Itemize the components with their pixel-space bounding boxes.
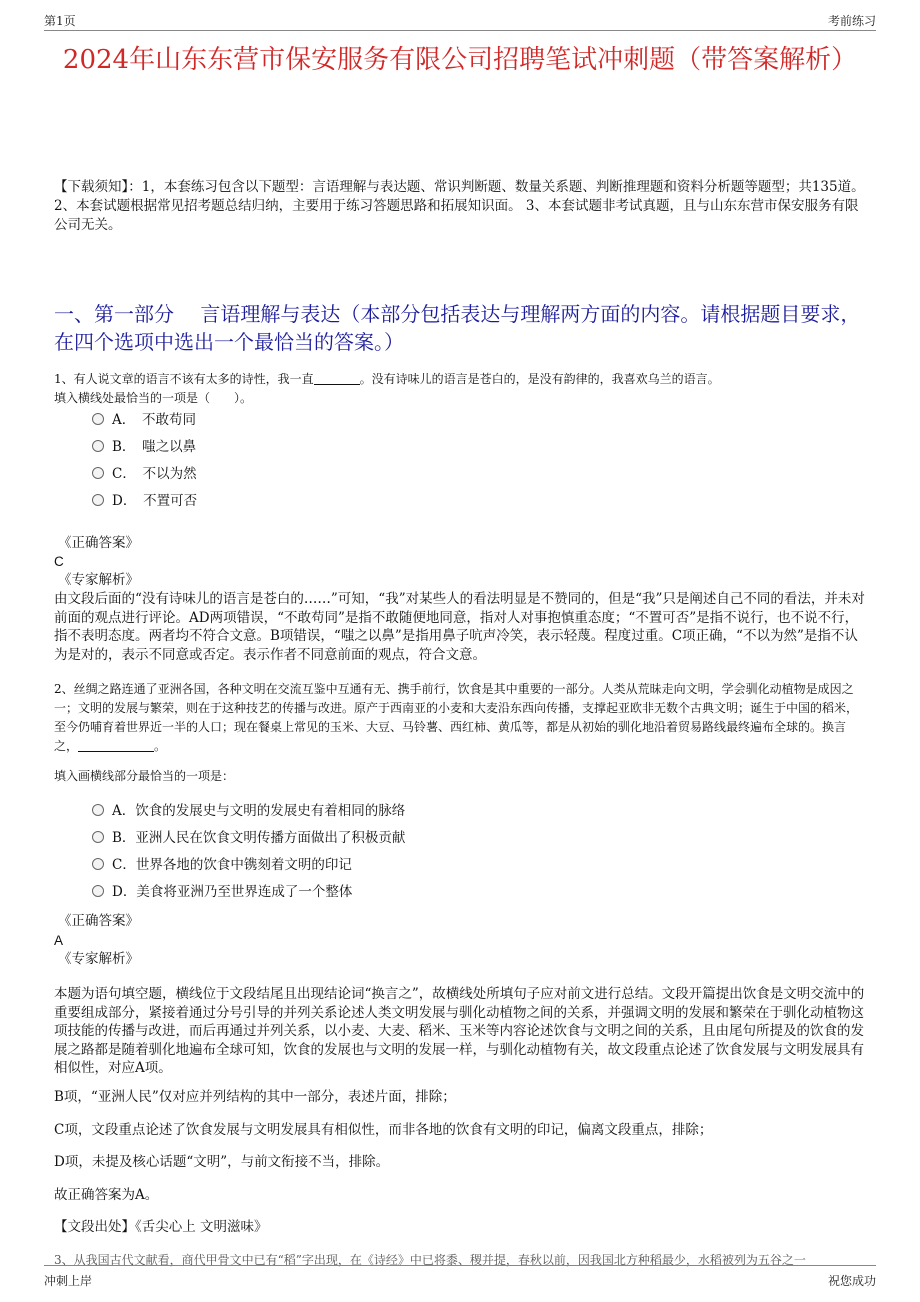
q1-option-a-label: A． 不敢苟同: [112, 412, 196, 428]
q1-stem-before: 1、有人说文章的语言不该有太多的诗性，我一直: [54, 372, 314, 386]
q2-option-c-label: C．世界各地的饮食中镌刻着文明的印记: [112, 857, 352, 873]
download-notice: 【下载须知】：1，本套练习包含以下题型：言语理解与表达题、常识判断题、数量关系题、判断推理题和资料分析题等题型；共135道。 2、本套试题根据常见招考题总结归纳，主要用于练习答题思路和拓展知识面。 3、本套试题非考试真题，且与山东东营市保安服务有限公司无关。: [54, 179, 865, 233]
radio-icon[interactable]: [92, 885, 104, 897]
footer-divider: [44, 1265, 876, 1266]
q2-option-a-label: A．饮食的发展史与文明的发展史有着相同的脉络: [112, 803, 406, 819]
q2-conclusion: 故正确答案为A。: [54, 1187, 159, 1203]
q2-blank: [78, 739, 154, 752]
page-header: [44, 12, 876, 32]
q1-option-b-label: B． 嗤之以鼻: [112, 439, 197, 455]
radio-icon[interactable]: [92, 413, 104, 425]
q2-analysis-main: 本题为语句填空题，横线位于文段结尾且出现结论词“换言之”，故横线处所填句子应对前文进行总结。文段开篇提出饮食是文明交流中的重要组成部分，紧接着通过分号引导的并列关系论述人类文明发展与驯化动植物之间的关系，并强调文明的发展和繁荣在于驯化动植物这项技能的传播与改进，而后再通过并列关系，以小麦、大麦、稻米、玉米等内容论述饮食与文明之间的关系，且由尾句所提及的饮食的发展之路都是随着驯化地遍布全球可知，饮食的发展也与文明的发展一样，与驯化动植物有关，故文段重点论述了饮食发展与文明发展具有相似性，对应A项。: [54, 986, 865, 1076]
footer-left-label: 冲刺上岸: [44, 1274, 93, 1288]
q2-stem-text: 2、丝绸之路连通了亚洲各国，各种文明在交流互鉴中互通有无、携手前行，饮食是其中重要的一部分。人类从荒昧走向文明，学会驯化动植物是成因之一；文明的发展与繁荣，则在于这种技艺的传播与改进。原产于西南亚的小麦和大麦沿东西向传播，支撑起亚欧非无数个古典文明；诞生于中国的稻米，至今仍哺育着世界近一半的人口；现在餐桌上常见的玉米、大豆、马铃薯、西红柿、黄瓜等，都是从初始的驯化地沿着贸易路线最终遍布全球的。换言之，: [54, 682, 859, 753]
page-number: 第1页: [44, 14, 76, 28]
q1-option-d-label: D． 不置可否: [112, 493, 198, 509]
q2-answer-label: 《正确答案》: [58, 913, 139, 929]
q2-stem-end: 。: [154, 739, 167, 753]
q1-analysis: 由文段后面的“没有诗味儿的语言是苍白的……”可知，“我”对某些人的看法明显是不赞同的，但是“我”只是阐述自己不同的看法，并未对前面的观点进行评论。AD两项错误，“不敢苟同”是指不敢随便地同意，指对人对事抱慎重态度；“不置可否”是指不说行，也不说不行，指不表明态度。两者均不符合文意。B项错误，“嗤之以鼻”是指用鼻子吭声冷笑，表示轻蔑。程度过重。C项正确，“不以为然”是指不认为是对的，表示不同意或否定。表示作者不同意前面的观点，符合文意。: [54, 591, 865, 663]
q2-source: 【文段出处】《舌尖心上 文明滋味》: [54, 1219, 268, 1235]
q2-option-d-label: D．美食将亚洲乃至世界连成了一个整体: [112, 884, 353, 900]
q2-option-c[interactable]: [92, 855, 352, 875]
q2-option-b[interactable]: [92, 828, 405, 848]
q1-answer-label: 《正确答案》: [58, 535, 139, 551]
footer-right-label: 祝您成功: [827, 1274, 876, 1288]
q1-option-c-label: C． 不以为然: [112, 466, 197, 482]
radio-icon[interactable]: [92, 804, 104, 816]
q2-option-b-label: B．亚洲人民在饮食文明传播方面做出了积极贡献: [112, 830, 406, 846]
radio-icon[interactable]: [92, 440, 104, 452]
q2-analysis-d: D项，未提及核心话题“文明”，与前文衔接不当，排除。: [54, 1154, 390, 1170]
radio-icon[interactable]: [92, 831, 104, 843]
q2-analysis-c: C项，文段重点论述了饮食发展与文明发展具有相似性，而非各地的饮食有文明的印记，偏离文段重点，排除；: [54, 1122, 713, 1138]
q1-prompt: 填入横线处最恰当的一项是（ ）。: [54, 391, 253, 405]
radio-icon[interactable]: [92, 467, 104, 479]
question-2-stem: [54, 680, 866, 756]
q1-option-b[interactable]: [92, 437, 196, 457]
q1-blank: [314, 372, 360, 385]
radio-icon[interactable]: [92, 494, 104, 506]
q1-option-d[interactable]: [92, 491, 197, 511]
q1-option-a[interactable]: [92, 410, 196, 430]
q1-answer: C: [54, 554, 64, 569]
q1-analysis-label: 《专家解析》: [58, 572, 139, 588]
q2-prompt: 填入画横线部分最恰当的一项是：: [54, 769, 235, 783]
q2-answer: A: [54, 933, 64, 948]
q2-analysis-label: 《专家解析》: [58, 951, 139, 967]
q2-option-a[interactable]: [92, 801, 405, 821]
page-title: 2024年山东东营市保安服务有限公司招聘笔试冲刺题（带答案解析）: [62, 45, 858, 75]
header-right-label: 考前练习: [827, 14, 876, 28]
q2-analysis-b: B项，“亚洲人民”仅对应并列结构的其中一部分，表述片面，排除；: [54, 1089, 456, 1105]
q1-option-c[interactable]: [92, 464, 197, 484]
radio-icon[interactable]: [92, 858, 104, 870]
header-divider: [44, 30, 876, 31]
q1-stem-after: 。没有诗味儿的语言是苍白的，是没有韵律的，我喜欢乌兰的语言。: [359, 372, 720, 386]
q3-stem-cut: 3、从我国古代文献看，商代甲骨文中已有“稻”字出现，在《诗经》中已将黍、稷并提，春秋以前，因我国北方种稻最少，水稻被列为五谷之一: [54, 1253, 806, 1267]
q2-option-d[interactable]: [92, 882, 352, 902]
question-1-stem: [54, 370, 866, 389]
section-title: 一、第一部分 言语理解与表达（本部分包括表达与理解两方面的内容。请根据题目要求，在四个选项中选出一个最恰当的答案。）: [54, 302, 861, 354]
